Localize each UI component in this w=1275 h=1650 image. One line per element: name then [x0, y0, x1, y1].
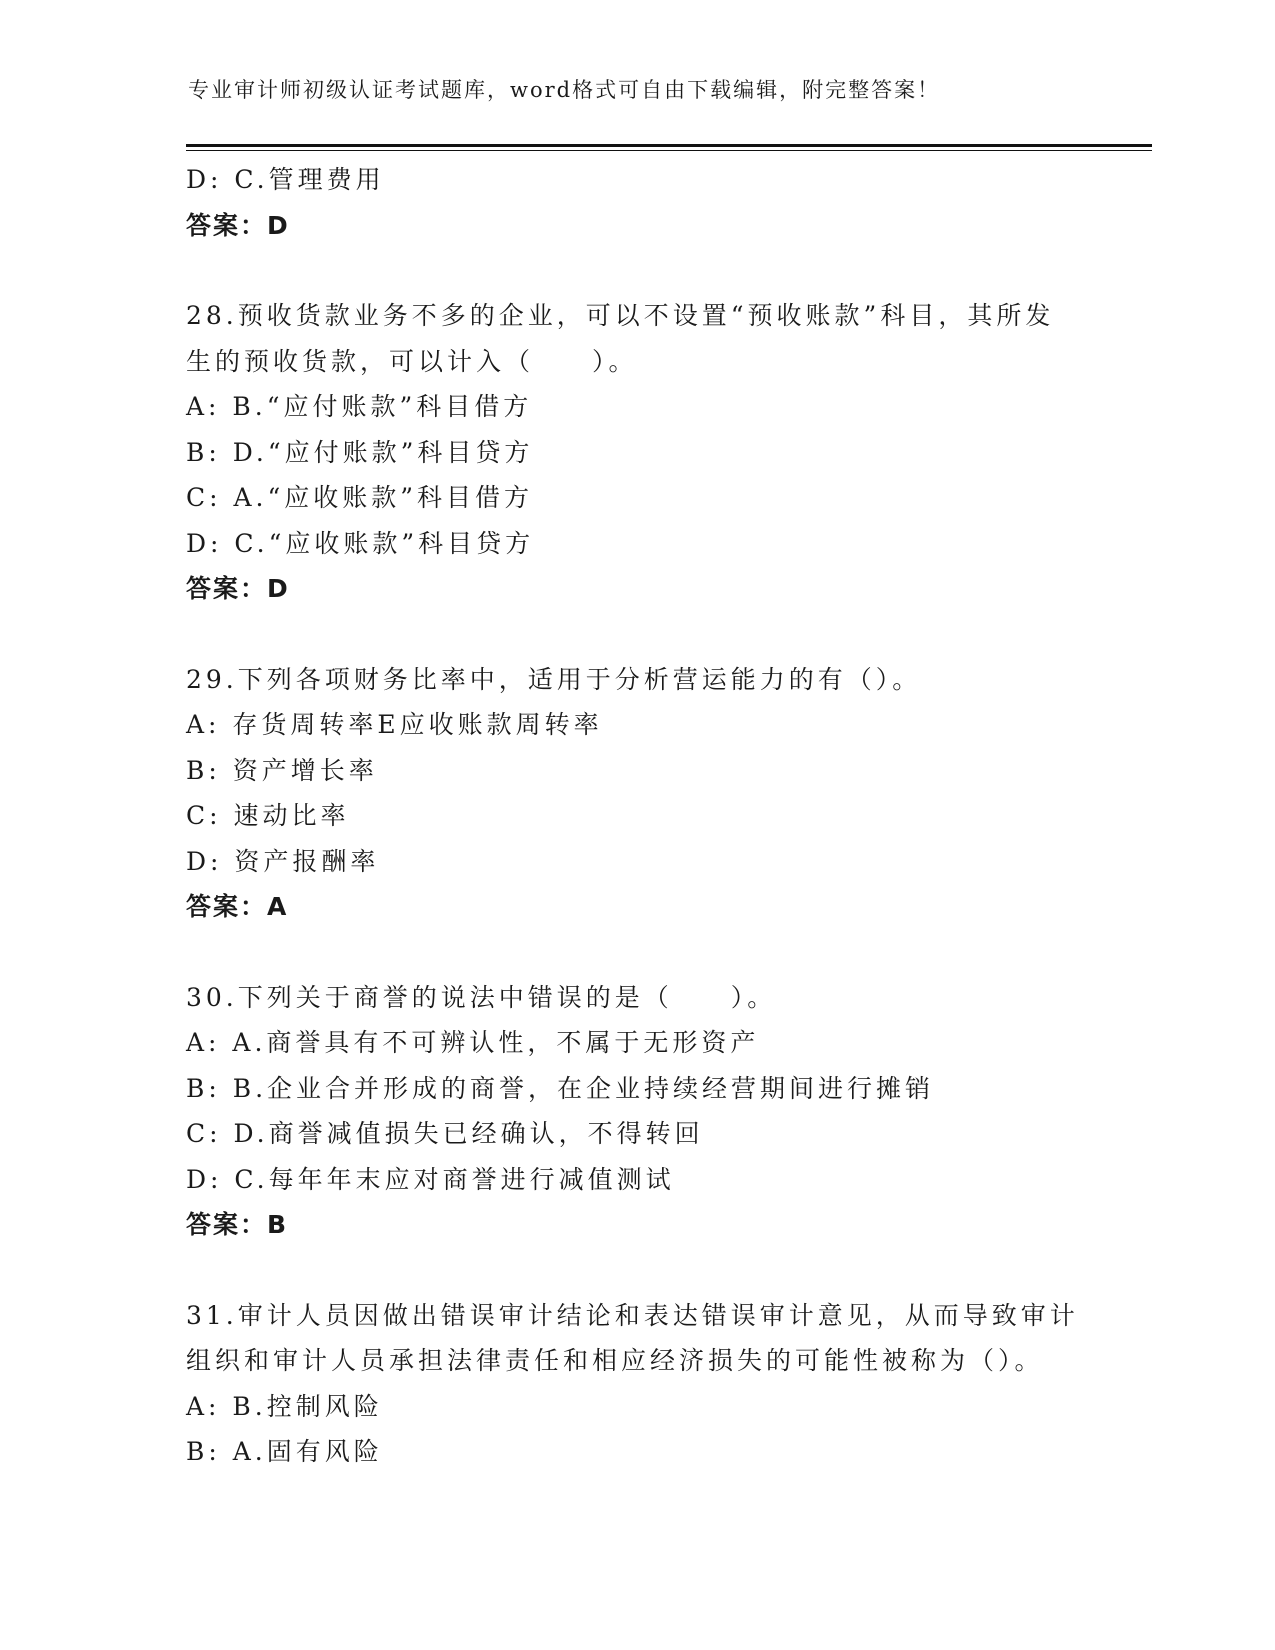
option-b: B: B.企业合并形成的商誉，在企业持续经营期间进行摊销	[186, 1073, 935, 1103]
option-a: A: B.“应付账款”科目借方	[186, 392, 533, 421]
page-header: 专业审计师初级认证考试题库，word格式可自由下载编辑，附完整答案！	[188, 78, 941, 102]
answer: 答案：B	[186, 1210, 289, 1239]
header-rule-thick	[186, 144, 1152, 147]
question-30	[186, 975, 1166, 1248]
question-31	[186, 1293, 1166, 1475]
option-b: B: D.“应付账款”科目贷方	[186, 437, 534, 467]
option-c: C: D.商誉减值损失已经确认，不得转回	[186, 1119, 704, 1148]
option-d: D: 资产报酬率	[186, 846, 380, 876]
question-stem: 29.下列各项财务比率中，适用于分析营运能力的有（）。	[186, 664, 922, 694]
option-b: B: 资产增长率	[186, 755, 378, 785]
option-a: A: A.商誉具有不可辨认性，不属于无形资产	[186, 1028, 760, 1057]
option-a: A: B.控制风险	[186, 1391, 383, 1421]
question-stem: 组织和审计人员承担法律责任和相应经济损失的可能性被称为（）。	[186, 1346, 1044, 1375]
question-stem: 30.下列关于商誉的说法中错误的是（ ）。	[186, 982, 777, 1012]
answer: 答案：D	[186, 210, 290, 240]
question-stem: 生的预收货款，可以计入（ ）。	[186, 346, 638, 376]
question-stem: 31.审计人员因做出错误审计结论和表达错误审计意见，从而导致审计	[186, 1300, 1079, 1330]
option-d: D: C.管理费用	[186, 165, 385, 194]
option-c: C: A.“应收账款”科目借方	[186, 483, 534, 512]
option-d: D: C.每年年末应对商誉进行减值测试	[186, 1164, 675, 1194]
answer: 答案：D	[186, 574, 290, 603]
option-a: A: 存货周转率E应收账款周转率	[186, 710, 603, 739]
answer: 答案：A	[186, 892, 289, 921]
option-b: B: A.固有风险	[186, 1437, 383, 1466]
question-29	[186, 657, 1166, 930]
question-content	[186, 157, 1166, 1475]
question-28	[186, 293, 1166, 612]
header-rule-thin	[186, 150, 1152, 151]
option-d: D: C.“应收账款”科目贷方	[186, 528, 535, 558]
option-c: C: 速动比率	[186, 801, 350, 830]
question-stem: 28.预收货款业务不多的企业，可以不设置“预收账款”科目，其所发	[186, 301, 1055, 330]
